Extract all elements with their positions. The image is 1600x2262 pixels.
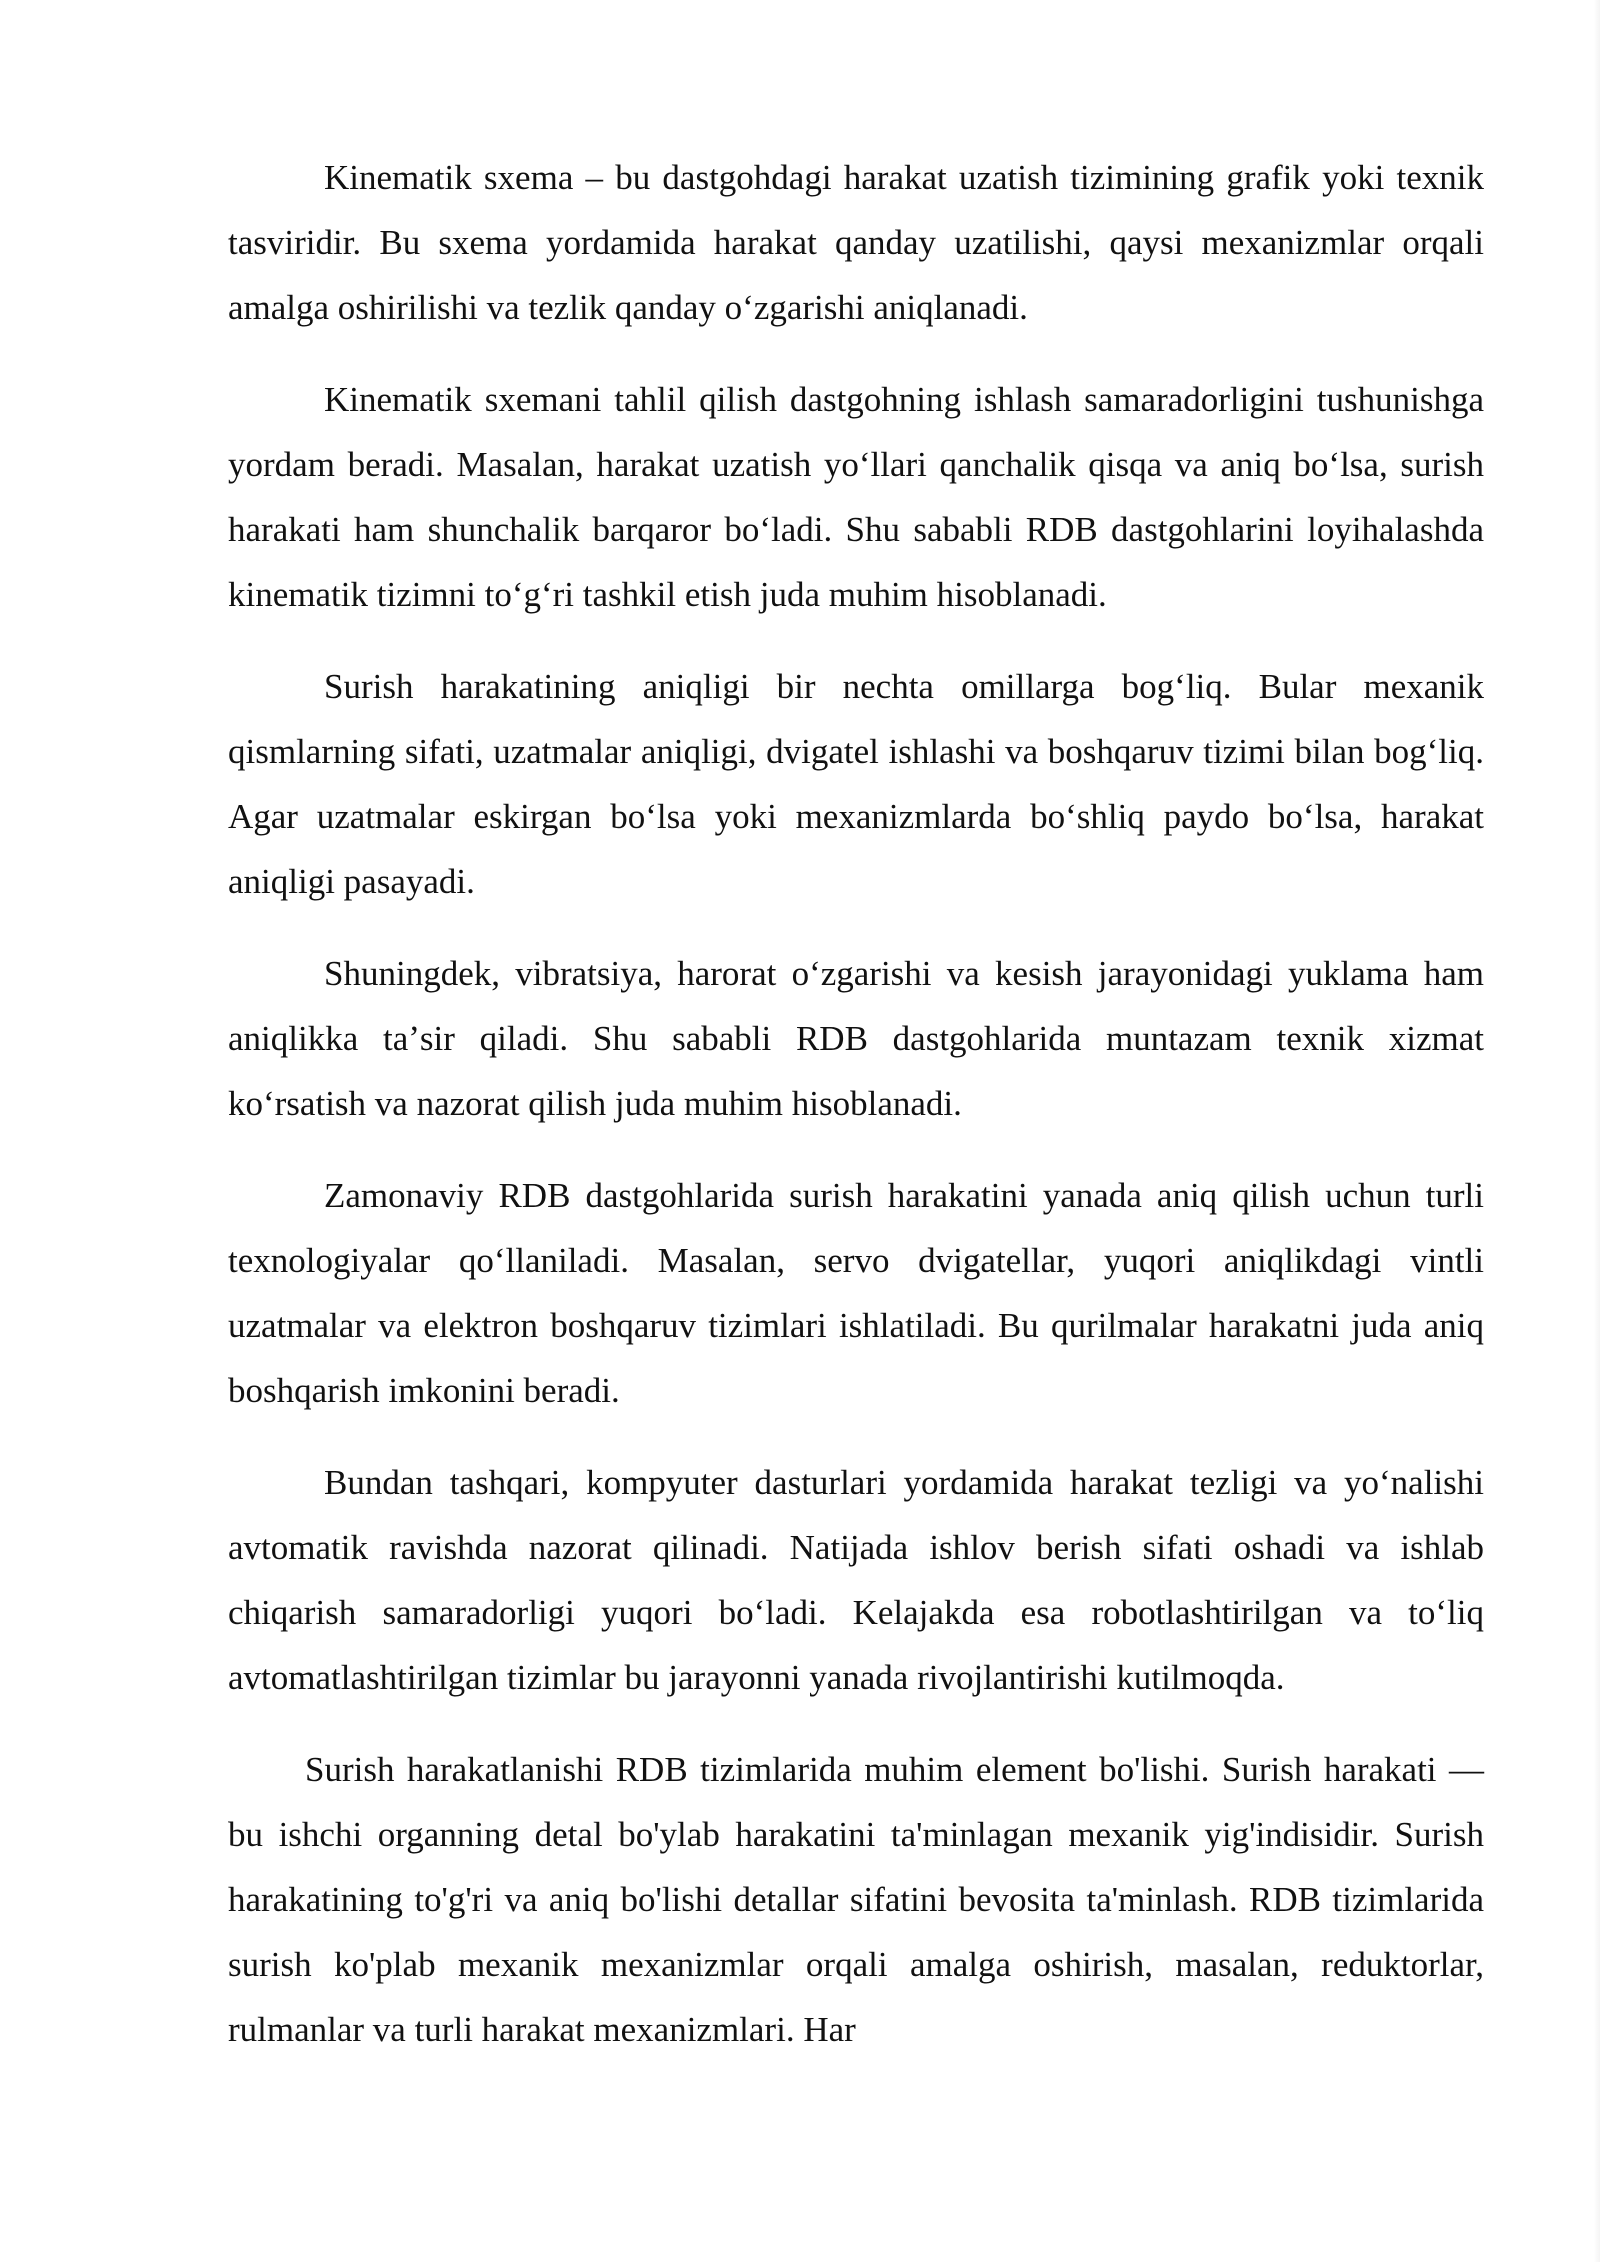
paragraph-surish-harakatlanishi: Surish harakatlanishi RDB tizimlarida muhim element bo'lishi. Surish harakati — bu ishchi organning detal bo'ylab harakatini ta'minlagan mexanik yig'indisidir. Surish harakatining to'g'ri va aniq bo'lishi detallar sifatini bevosita ta'minlash. RDB tizimlarida surish ko'plab mexanik mexanizmlar orqali amalga oshirish, masalan, reduktorlar, rulmanlar va turli harakat mexanizmlari. Har [228,1750,1484,2049]
paragraph-kinematik-sxema: Kinematik sxema – bu dastgohdagi harakat uzatish tizimining grafik yoki texnik tasviridir. Bu sxema yordamida harakat qanday uzatilishi, qaysi mexanizmlar orqali amalga oshirilishi va tezlik qanday oʻzgarishi aniqlanadi. [228,158,1484,327]
paragraph-kompyuter-dasturlari: Bundan tashqari, kompyuter dasturlari yordamida harakat tezligi va yoʻnalishi avtomatik ravishda nazorat qilinadi. Natijada ishlov berish sifati oshadi va ishlab chiqarish samaradorligi yuqori boʻladi. Kelajakda esa robotlashtirilgan va toʻliq avtomatlashtirilgan tizimlar bu jarayonni yanada rivojlantirishi kutilmoqda. [228,1463,1484,1697]
paragraph-kinematik-tahlil: Kinematik sxemani tahlil qilish dastgohning ishlash samaradorligini tushunishga yordam beradi. Masalan, harakat uzatish yoʻllari qanchalik qisqa va aniq boʻlsa, surish harakati ham shunchalik barqaror boʻladi. Shu sababli RDB dastgohlarini loyihalashda kinematik tizimni toʻgʻri tashkil etish juda muhim hisoblanadi. [228,380,1484,614]
paragraph-vibratsiya: Shuningdek, vibratsiya, harorat oʻzgarishi va kesish jarayonidagi yuklama ham aniqlikka taʼsir qiladi. Shu sababli RDB dastgohlarida muntazam texnik xizmat koʻrsatish va nazorat qilish juda muhim hisoblanadi. [228,954,1484,1123]
document-body [228,145,1484,2089]
paragraph-surish-aniqligi: Surish harakatining aniqligi bir nechta omillarga bogʻliq. Bular mexanik qismlarning sifati, uzatmalar aniqligi, dvigatel ishlashi va boshqaruv tizimi bilan bogʻliq. Agar uzatmalar eskirgan boʻlsa yoki mexanizmlarda boʻshliq paydo boʻlsa, harakat aniqligi pasayadi. [228,667,1484,901]
page-edge-shadow [1594,0,1600,2262]
paragraph-zamonaviy-rdb: Zamonaviy RDB dastgohlarida surish harakatini yanada aniq qilish uchun turli texnologiyalar qoʻllaniladi. Masalan, servo dvigatellar, yuqori aniqlikdagi vintli uzatmalar va elektron boshqaruv tizimlari ishlatiladi. Bu qurilmalar harakatni juda aniq boshqarish imkonini beradi. [228,1176,1484,1410]
